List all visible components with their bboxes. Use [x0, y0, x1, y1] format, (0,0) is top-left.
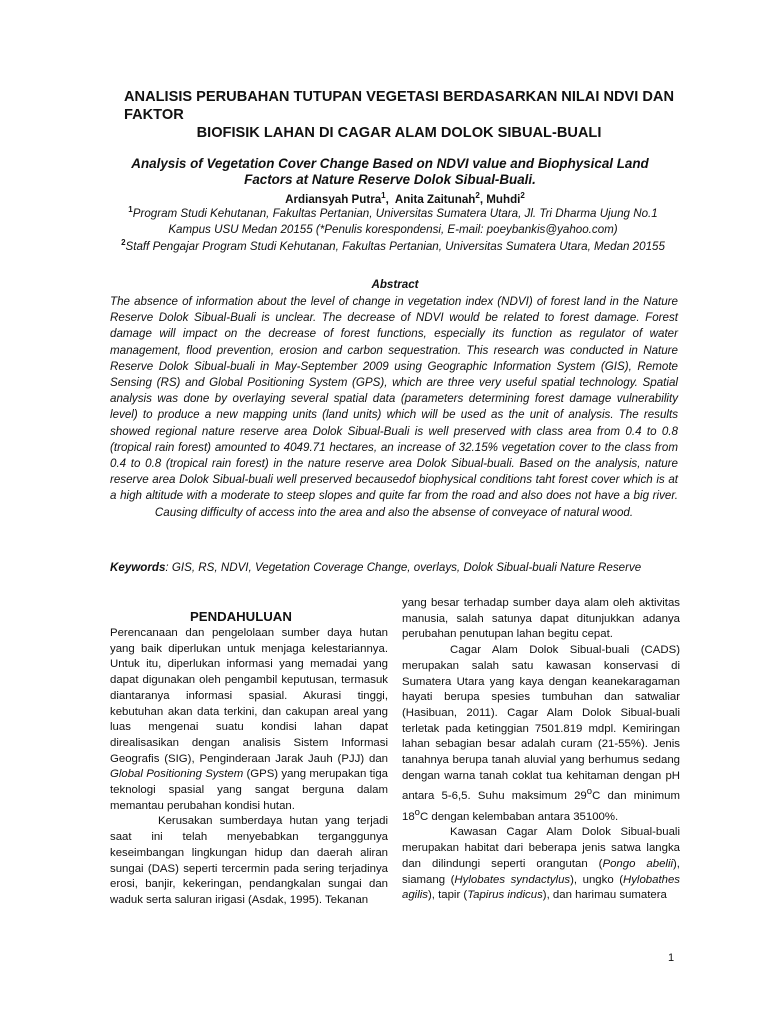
keywords-label: Keywords: [110, 561, 166, 574]
paragraph-text: ), ungko (: [570, 873, 624, 886]
paragraph-text: C dan minimum 18: [402, 790, 680, 823]
paragraph-text: Perencanaan dan pengelolaan sumber daya hutan yang baik diperlukan untuk menjaga kelestariannya. Untuk itu, diperlukan informasi yang memadai yang dapat digunakan oleh pengambil keputusan, termasuk diantaranya informasi spasial. Akurasi tinggi, kebutuhan akan data terkini, dan cakupan areal yang luas mengenai suatu kondisi lahan dapat direalisasikan dengan analisis Sistem Informasi Geografis (SIG), Penginderaan Jarak Jauh (PJJ) dan: [110, 627, 388, 765]
paragraph-text: (GPS) yang merupakan tiga teknologi spasial yang sangat berguna dalam memantau perubahan kondisi hutan.: [110, 768, 388, 812]
paragraph-text: ), tapir (: [427, 889, 468, 902]
degree-mark: o: [414, 806, 420, 818]
author-affil-mark: 2: [475, 191, 480, 200]
paragraph: yang besar terhadap sumber daya alam oleh aktivitas manusia, salah satunya dapat ditunjukkan adanya perubahan penutupan lahan begitu cepat.: [402, 597, 680, 641]
title-line-1: ANALISIS PERUBAHAN TUTUPAN VEGETASI BERDASARKAN NILAI NDVI DAN FAKTOR: [124, 89, 674, 123]
paragraph-text: ), dan harimau sumatera: [542, 889, 667, 902]
paper-title: [124, 88, 684, 142]
paragraph-italic: Global Positioning System: [110, 768, 244, 781]
left-column: [110, 626, 388, 909]
paragraph-text: Cagar Alam Dolok Sibual-buali (CADS) merupakan salah satu kawasan konservasi di Sumatera Utara yang kaya dengan keanekaragaman hayati berupa spesies tumbuhan dan satwaliar (Hasibuan, 2011). Cagar Alam Dolok Sibual-buali terletak pada ketinggian 7501.819 mdpl. Kemiringan lahan sebagian besar adalah curam (21-55%). Jenis tanahnya berupa tanah aluvial yang berhumus sedang dengan warna tanah coklat tua kehitaman dengan pH antara 5-6,5. Suhu maksimum 29: [402, 644, 680, 803]
paragraph: [402, 643, 680, 825]
abstract-text: The absence of information about the level of change in vegetation index (NDVI) of forest land in the Nature Reserve Dolok Sibual-Buali is unclear. The decrease of NDVI would be related to forest damage. Forest damage will impact on the decrease of forest functions, especially its function as regulator of water management, flood prevention, erosion and carbon sequestration. This research was conducted in Nature Reserve Dolok Sibual-buali in May-September 2009 using Geographic Information System (GIS), Remote Sensing (RS) and Global Positioning System (GPS), which are three very useful spatial technology. Spatial analysis was done by overlaying several spatial data (parameters determining forest damage vulnerability level) to produce a new mapping units (land units) which will be used as the unit of analysis. The results showed regional nature reserve area Dolok Sibual-Buali is well preserved with class area from 0.4 to 0.8 (tropical rain forest) amounted to 4049.71 hectares, an increase of 32.15% vegetation cover to the class from 0.4 to 0.8 (tropical rain forest) in the nature reserve area Dolok Sibual-buali. Based on the analysis, nature reserve area Dolok Sibual-buali well preserved becausedof biophysical conditions taht forest cover which is at a high altitude with a moderate to steep slopes and quite far from the road and also does not have a big river. Causing difficulty of access into the area and also the absense of conveyace of natural wood.: [110, 295, 678, 519]
species-name: Hylobates syndactylus: [454, 873, 571, 886]
affil-text: Staff Pengajar Program Studi Kehutanan, Fakultas Pertanian, Universitas Sumatera Utara, Medan 20155: [125, 239, 665, 253]
paragraph-text: Kawasan Cagar Alam Dolok Sibual-buali merupakan habitat dari beberapa jenis satwa langka dan dilindungi seperti orangutan (: [402, 826, 680, 870]
title-line-2: BIOFISIK LAHAN DI CAGAR ALAM DOLOK SIBUAL-BUALI: [196, 125, 602, 141]
section-heading: PENDAHULUAN: [190, 609, 292, 624]
right-column: [402, 596, 680, 904]
paragraph-text: ), siamang (: [402, 857, 680, 886]
affil-mark: 1: [128, 205, 133, 214]
species-name: Hylobathes agilis: [402, 873, 681, 902]
affil-text: Program Studi Kehutanan, Fakultas Pertanian, Universitas Sumatera Utara, Jl. Tri Dharma Ujung No.1 Kampus USU Medan 20155 (*Penulis korespondensi, E-mail: poeybankis@yahoo.com): [132, 206, 658, 237]
author-name: Muhdi: [486, 192, 521, 206]
keywords-text: : GIS, RS, NDVI, Vegetation Coverage Change, overlays, Dolok Sibual-buali Nature Reserve: [165, 561, 642, 574]
author-affil-mark: 1: [381, 191, 386, 200]
author-affil-mark: 2: [520, 191, 525, 200]
affil-mark: 2: [121, 238, 126, 247]
species-name: Tapirus indicus: [467, 889, 543, 902]
keywords: [110, 560, 678, 577]
abstract-heading: Abstract: [371, 278, 419, 291]
paragraph-text: C dengan kelembaban antara 35100%.: [419, 810, 619, 823]
affiliation-2: [108, 235, 678, 255]
affiliation-1: [108, 202, 678, 239]
species-name: Pongo abelii: [602, 857, 674, 870]
page-number: 1: [668, 952, 675, 964]
paragraph: [402, 825, 680, 904]
author-name: Anita Zaitunah: [394, 192, 476, 206]
author-list: Ardiansyah Putra$^1$, Anita Zaitunah$^2$, Muhdi$^2$: [285, 191, 525, 206]
author-name: Ardiansyah Putra: [285, 192, 382, 206]
english-title: Analysis of Vegetation Cover Change Based on NDVI value and Biophysical Land Factors at Nature Reserve Dolok Sibual-Buali.: [131, 156, 649, 187]
paragraph: Kerusakan sumberdaya hutan yang terjadi saat ini telah menyebabkan terganggunya keseimbangan lingkungan hidup dan daerah aliran sungai (DAS) seperti tercermin pada sering terjadinya erosi, banjir, kekeringan, pendangkalan sungai dan waduk serta saluran irigasi (Asdak, 1995). Tekanan: [110, 815, 388, 906]
degree-mark: o: [586, 786, 593, 798]
paragraph: [110, 626, 388, 814]
